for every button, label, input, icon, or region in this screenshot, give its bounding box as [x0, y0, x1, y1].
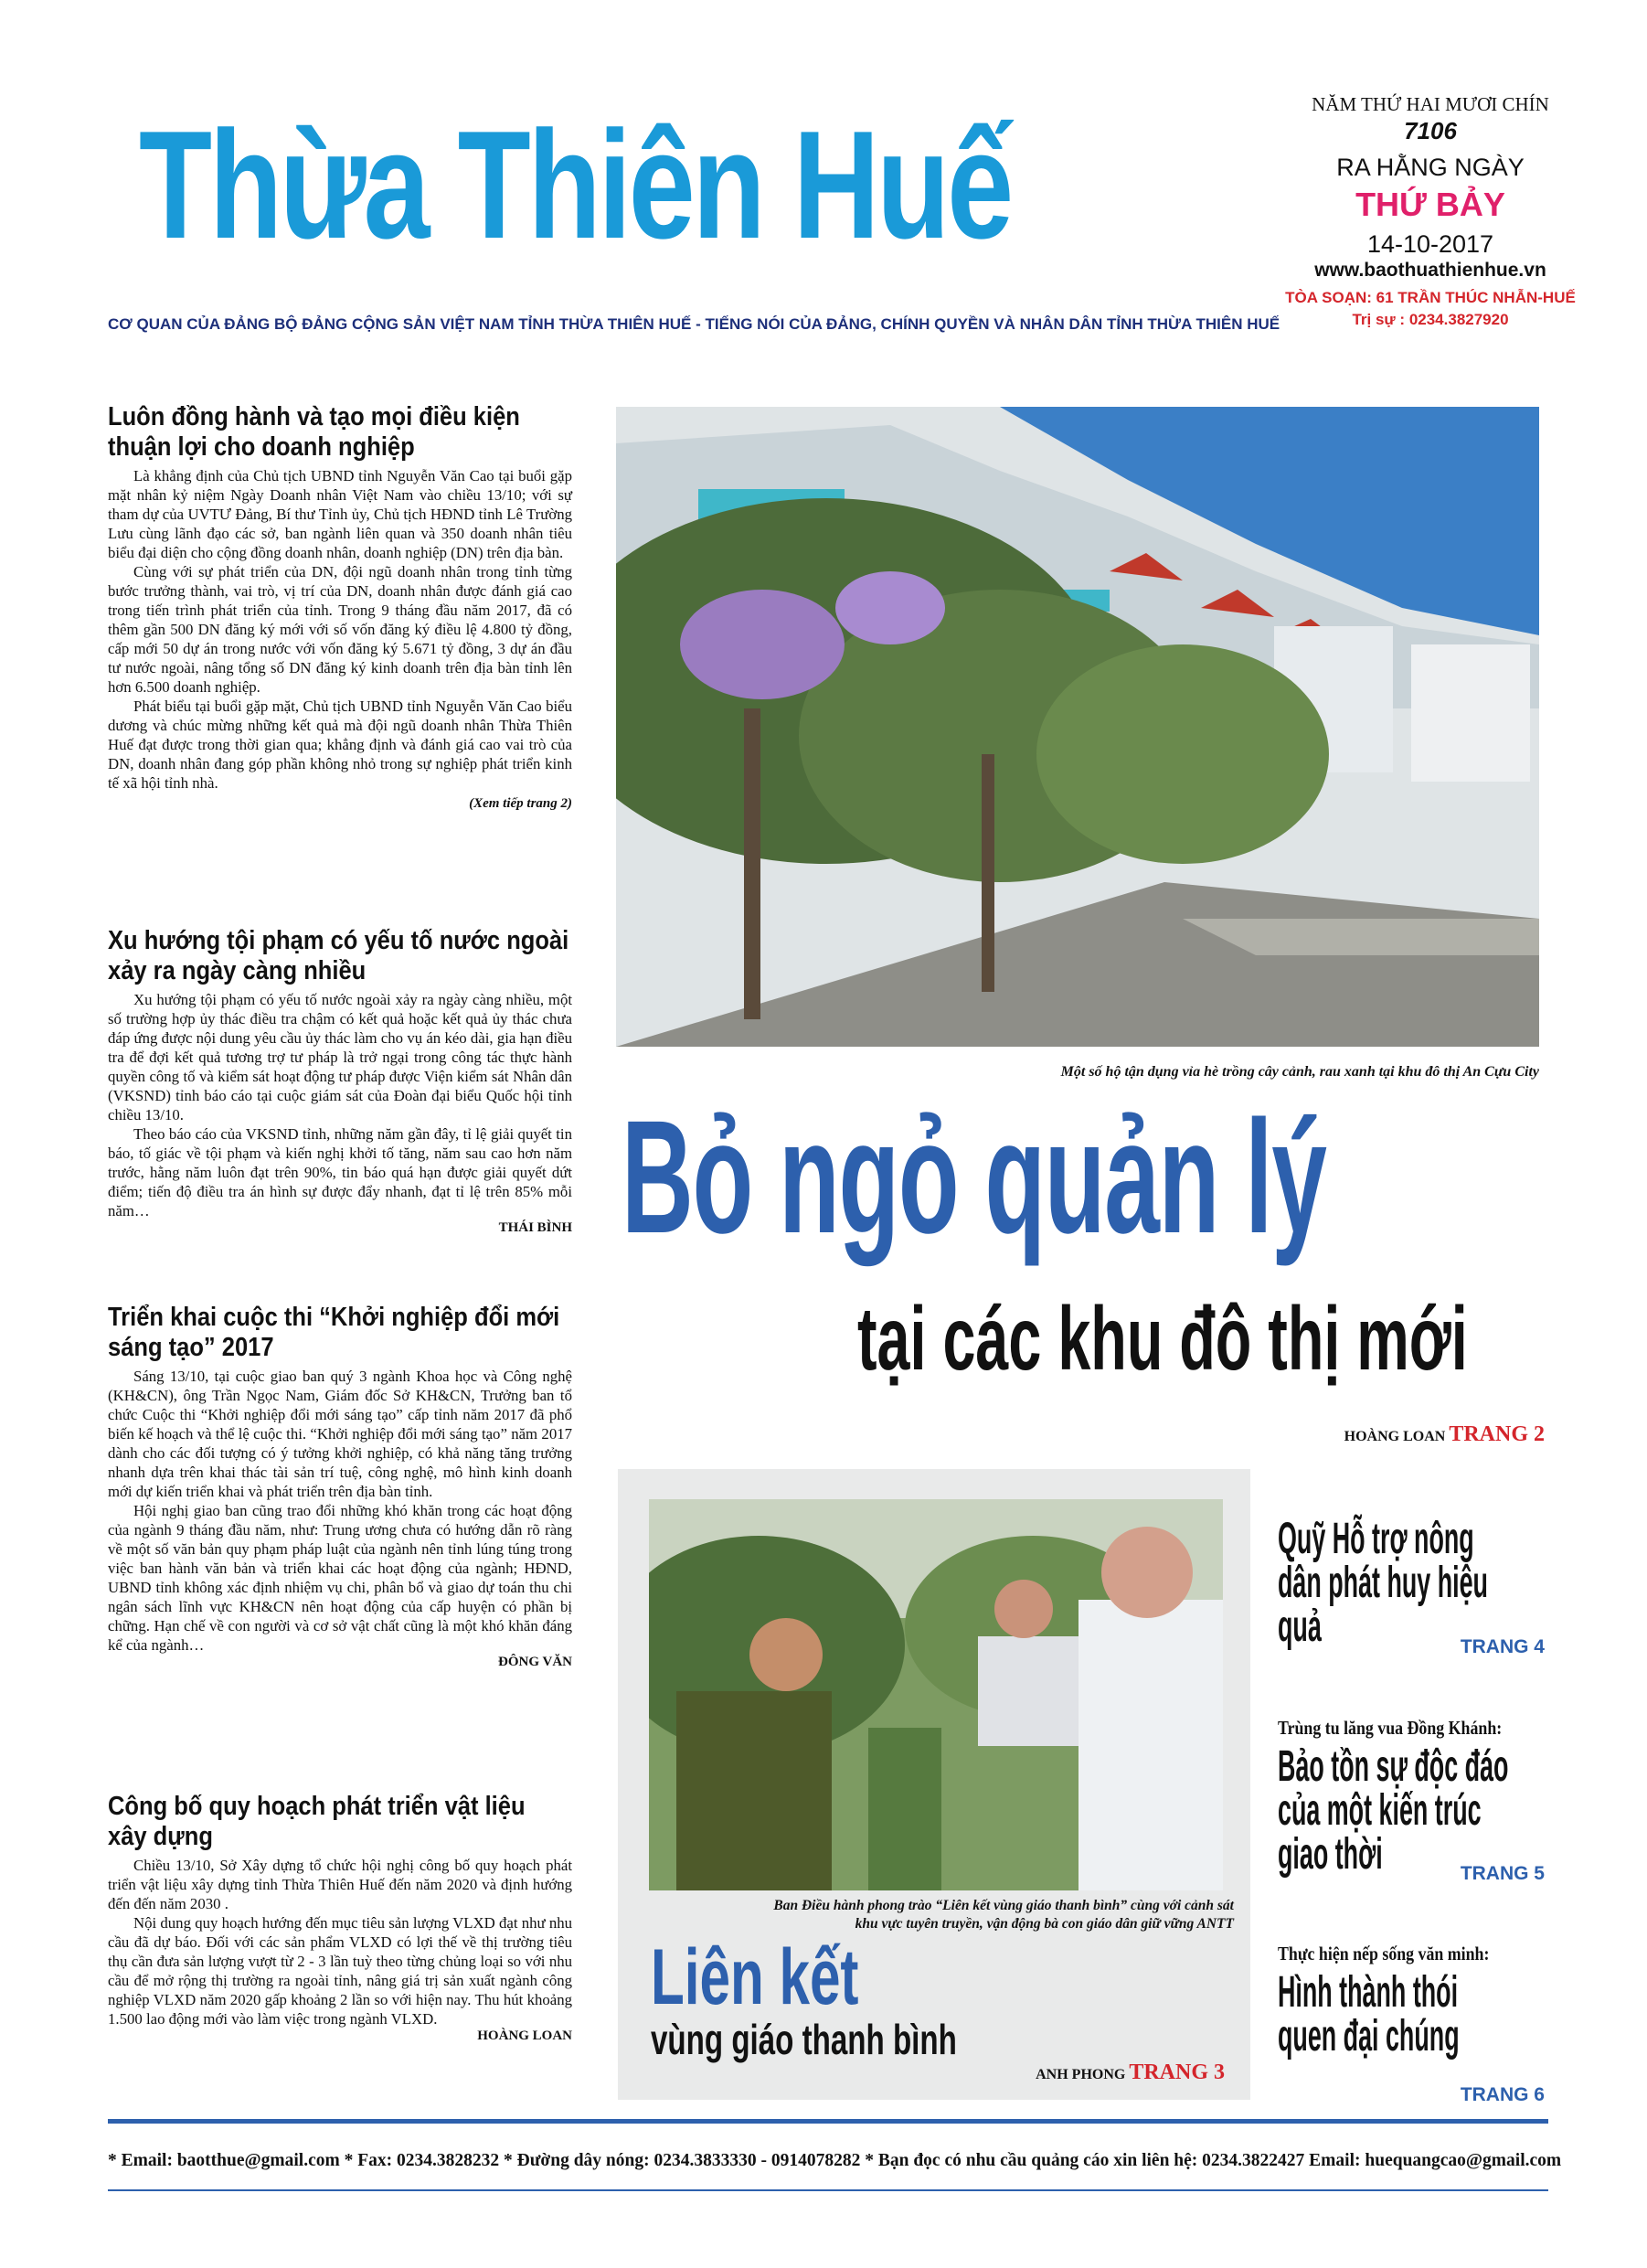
paragraph: Hội nghị giao ban cũng trao đổi những khó khăn trong các hoạt động của ngành 9 tháng đầu năm, như: Trung ương chưa có hướng dẫn rõ ràng về một số văn bản quy phạm pháp luật của ngành nên tỉnh lúng túng trong việc ban hành văn bản và triển khai các hoạt động của ngành; HĐND, UBND tỉnh không xác định nhiệm vụ chi, phân bổ và giao dự toán thu chi ngân sách lĩnh vực KH&CN nên hoạt động của cấp huyện có phần bị chững. Hạn chế về con người và cơ sở vật chất cũng là một khó khăn đáng kể của ngành… — [108, 1502, 572, 1654]
paragraph: Phát biểu tại buổi gặp mặt, Chủ tịch UBND tỉnh Nguyễn Văn Cao biểu dương và chúc mừng những kết quả mà đội ngũ doanh nhân Thừa Thiên Huế đạt được trong thời gian qua; khẳng định và đánh giá cao vai trò của DN, doanh nhân đang góp phần không nhỏ trong sự nghiệp phát triển kinh tế xã hội tỉnh nhà. — [108, 697, 572, 792]
caption-line: Ban Điều hành phong trào “Liên kết vùng giáo thanh bình” cùng với cảnh sát — [773, 1898, 1234, 1913]
article-author: THÁI BÌNH — [498, 1220, 572, 1235]
lead-photo-caption: Một số hộ tận dụng vỉa hè trồng cây cảnh, rau xanh tại khu đô thị An Cựu City — [1060, 1064, 1539, 1080]
footer-rule-bottom — [108, 2189, 1548, 2191]
feature-byline — [951, 2060, 1225, 2085]
publication-frequency: RA HẰNG NGÀY — [1336, 154, 1525, 181]
caption-line: khu vực tuyên truyền, vận động bà con giáo dân giữ vững ANTT — [855, 1916, 1234, 1932]
paragraph: Xu hướng tội phạm có yếu tố nước ngoài xảy ra ngày càng nhiều, một số trường hợp ủy thác điều tra chậm có kết quả hoặc kết quả ủy thác chưa đáp ứng được nội dung yêu cầu ủy thác làm cho vụ án kéo dài, gia hạn điều tra để đợi kết quả tương trợ tư pháp là trở ngại trong công tác thực hành quyền công tố và kiểm sát hoạt động tư pháp được Viện kiểm sát Nhân dân (VKSND) tỉnh báo cáo tại cuộc giám sát của Đoàn đại biểu Quốc hội tỉnh chiều 13/10. — [108, 991, 572, 1123]
article-crime[interactable] — [108, 926, 572, 1236]
lead-photo[interactable] — [616, 407, 1539, 1047]
sidebar-headline[interactable]: Quỹ Hỗ trợ nông dân phát huy hiệu quả — [1278, 1515, 1488, 1651]
sidebar-item-civilized-lifestyle[interactable] — [1278, 1943, 1552, 2059]
article-building-materials[interactable] — [108, 1792, 572, 2044]
article-headline[interactable]: Luôn đồng hành và tạo mọi điều kiện thuận lợi cho doanh nghiệp — [108, 402, 520, 462]
feature-headline-line1[interactable]: Liên kết — [651, 1933, 859, 2021]
lead-author: HOÀNG LOAN — [1344, 1429, 1446, 1444]
article-startup-contest[interactable] — [108, 1303, 572, 1670]
masthead-tagline: CƠ QUAN CỦA ĐẢNG BỘ ĐẢNG CỘNG SẢN VIỆT NAM TỈNH THỪA THIÊN HUẾ - TIẾNG NÓI CỦA ĐẢNG, CHÍNH QUYỀN VÀ NHÂN DÂN TỈNH THỪA THIÊN HUẾ — [108, 315, 1280, 333]
article-body — [108, 1856, 572, 2028]
lead-headline-line1[interactable]: Bỏ ngỏ quản lý — [622, 1088, 1326, 1267]
paragraph: Nội dung quy hoạch hướng đến mục tiêu sản lượng VLXD đạt như nhu cầu đã dự báo. Đối với các sản phẩm VLXD có lợi thế về thị trường tiêu thụ cần đưa sản lượng vượt từ 2 - 3 lần tuỳ theo từng chủng loại so với nhu cầu để mở rộng thị trường ra ngoài tỉnh, nâng giá trị sản xuất ngành công nghiệp VLXD năm 2020 gấp khoảng 2 lần so với hiện nay. Thu hút khoảng 1.500 lao động mới vào làm việc trong ngành VLXD. — [108, 1914, 572, 2028]
footer-contact: * Email: baotthue@gmail.com * Fax: 0234.3828232 * Đường dây nóng: 0234.3833330 - 0914078282 * Bạn đọc có nhu cầu quảng cáo xin liên hệ: 0234.3822427 Email: huequangcao@gmail.com — [108, 2151, 1562, 2170]
article-body — [108, 466, 572, 793]
paragraph: Là khẳng định của Chủ tịch UBND tỉnh Nguyễn Văn Cao tại buổi gặp mặt nhân kỷ niệm Ngày Doanh nhân Việt Nam vào chiều 13/10; với sự tham dự của UVTƯ Đảng, Bí thư Tỉnh ủy, Chủ tịch HĐND tỉnh Lê Trường Lưu cùng lãnh đạo các sở, ban ngành liên quan và 350 doanh nhân tiêu biểu đại diện cho cộng đồng doanh nhân, doanh nghiệp (DN) trên địa bàn. — [108, 467, 572, 561]
feature-photo[interactable] — [649, 1499, 1223, 1890]
article-business[interactable] — [108, 402, 572, 812]
continued-link[interactable]: (Xem tiếp trang 2) — [469, 796, 572, 811]
sidebar-kicker: Trùng tu lăng vua Đồng Khánh: — [1278, 1717, 1503, 1739]
year-line: NĂM THỨ HAI MƯƠI CHÍN — [1312, 93, 1549, 115]
article-headline[interactable]: Triển khai cuộc thi “Khởi nghiệp đổi mới sáng tạo” 2017 — [108, 1303, 560, 1362]
newspaper-title: Thừa Thiên Huế — [139, 99, 1011, 271]
footer-rule-top — [108, 2119, 1548, 2124]
lead-byline — [1334, 1422, 1545, 1447]
feature-page-link[interactable]: TRANG 3 — [1129, 2060, 1225, 2084]
townhouses-street-image — [616, 407, 1539, 1047]
article-headline[interactable]: Công bố quy hoạch phát triển vật liệu xây dựng — [108, 1792, 526, 1851]
feature-photo-caption — [631, 1897, 1234, 1933]
website-link[interactable]: www.baothuathienhue.vn — [1314, 260, 1546, 281]
paragraph: Sáng 13/10, tại cuộc giao ban quý 3 ngành Khoa học và Công nghệ (KH&CN), ông Trần Ngọc Nam, Giám đốc Sở KH&CN, Trưởng ban tổ chức Cuộc thi “Khởi nghiệp đổi mới sáng tạo” cấp tỉnh năm 2017 đã phổ biến kế hoạch và thể lệ cuộc thi. “Khởi nghiệp đổi mới sáng tạo” năm 2017 dành cho các đối tượng có ý tưởng khởi nghiệp, có khả năng tăng trưởng nhanh dựa trên khai thác tài sản trí tuệ, công nghệ, mô hình kinh doanh mới dự kiến triển khai và phát triển trên địa bàn tỉnh. — [108, 1368, 572, 1500]
weekday: THỨ BẢY — [1355, 186, 1505, 223]
sidebar-kicker: Thực hiện nếp sống văn minh: — [1278, 1943, 1490, 1965]
article-author: HOÀNG LOAN — [477, 2028, 572, 2043]
police-and-residents-image — [649, 1499, 1223, 1890]
sidebar-headline[interactable]: Hình thành thói quen đại chúng — [1278, 1968, 1460, 2060]
paragraph: Chiều 13/10, Sở Xây dựng tổ chức hội nghị công bố quy hoạch phát triển vật liệu xây dựng tỉnh Thừa Thiên Huế đến năm 2020 và định hướng đến đến năm 2030 . — [108, 1857, 572, 1912]
article-body — [108, 1367, 572, 1655]
article-body — [108, 990, 572, 1220]
sidebar-page-link[interactable]: TRANG 4 — [1460, 1636, 1545, 1657]
article-author: ĐÔNG VĂN — [498, 1655, 572, 1669]
sidebar-item-farmers-fund[interactable] — [1278, 1517, 1552, 1649]
paragraph: Theo báo cáo của VKSND tỉnh, những năm gần đây, tỉ lệ giải quyết tin báo, tố giác về tội phạm và kiến nghị khởi tố tăng, năm sau cao hơn năm trước, hằng năm luôn đạt trên 90%, tin báo quá hạn được giải quyết dứt điểm; tiến độ điều tra án hình sự được đẩy nhanh, đạt tỉ lệ trên 85% mỗi năm… — [108, 1125, 572, 1219]
issue-date: 14-10-2017 — [1366, 230, 1494, 258]
sidebar-page-link[interactable]: TRANG 6 — [1460, 2084, 1545, 2105]
sidebar-page-link[interactable]: TRANG 5 — [1460, 1863, 1545, 1884]
office-address: TÒA SOẠN: 61 TRẦN THÚC NHẪN-HUẾ — [1285, 289, 1576, 306]
article-headline[interactable]: Xu hướng tội phạm có yếu tố nước ngoài xảy ra ngày càng nhiều — [108, 926, 569, 985]
sidebar-item-dong-khanh-tomb[interactable] — [1278, 1717, 1552, 1877]
feature-author: ANH PHONG — [1036, 2067, 1126, 2082]
issue-number: 7106 — [1404, 117, 1457, 144]
lead-page-link[interactable]: TRANG 2 — [1449, 1422, 1545, 1446]
sidebar-headline[interactable]: Bảo tồn sự độc đáo của một kiến trúc giao thời — [1278, 1742, 1509, 1879]
paragraph: Cùng với sự phát triển của DN, đội ngũ doanh nhân trong tỉnh từng bước trưởng thành, vai trò, vị trí của DN, doanh nhân được đánh giá cao trong tiến trình phát triển của tỉnh. Trong 9 tháng đầu năm 2017, đã có thêm gần 500 DN đăng ký mới với số vốn đăng ký điều lệ 4.800 tỷ đồng, cấp mới 50 dự án trong nước với vốn đăng ký 5.671 tỷ đồng, 3 dự án đầu tư nước ngoài, nâng tổng số DN đăng ký kinh doanh trên địa bàn tỉnh lên hơn 6.500 doanh nghiệp. — [108, 563, 572, 696]
feature-headline-line2[interactable]: vùng giáo thanh bình — [651, 2016, 957, 2063]
lead-headline-line2[interactable]: tại các khu đô thị mới — [857, 1288, 1468, 1389]
office-phone: Trị sự : 0234.3827920 — [1352, 311, 1509, 328]
